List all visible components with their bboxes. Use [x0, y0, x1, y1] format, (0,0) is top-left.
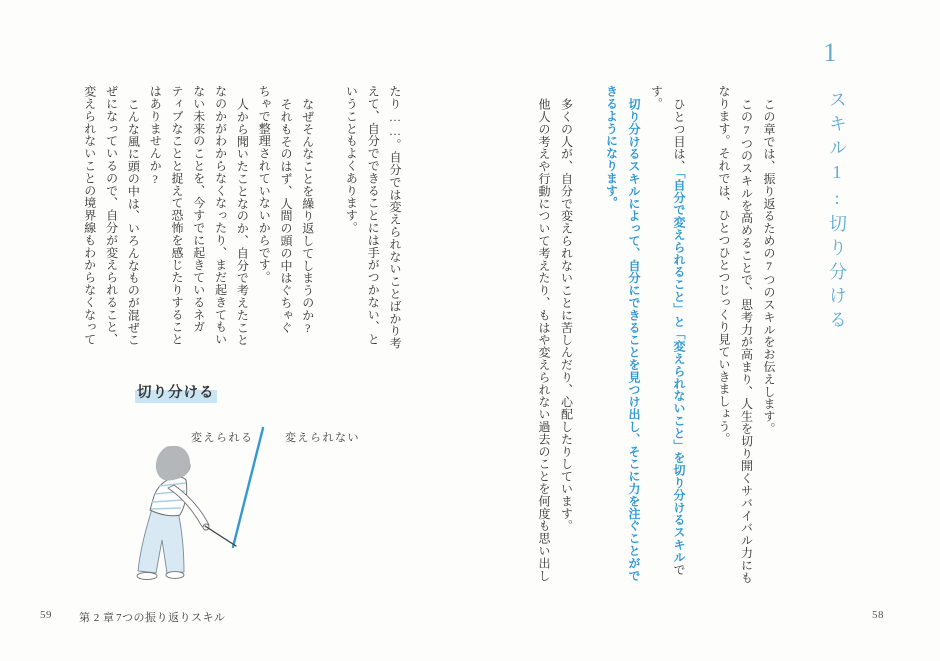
emphasis-text: きるようになります。 [604, 85, 619, 209]
body-text: それもそのはず、人間の頭の中はぐちゃぐ [279, 97, 293, 334]
body-text: なります。それでは、ひとつひとつじっくり見ていきましょう。 [717, 85, 731, 445]
text-column [716, 85, 731, 590]
body-text: たり……。自分では変えられないことばかり考 [388, 85, 402, 350]
body-text: 人から聞いたことなのか、自分で考えたこと [235, 97, 250, 346]
pants-graphic [138, 509, 184, 573]
body-text: ひとつ目は、 [672, 97, 686, 172]
footer-section-title: 7つの振り返りスキル [116, 612, 226, 624]
text-column [82, 85, 97, 590]
page-number-left: 59 [40, 609, 52, 621]
text-column [604, 85, 619, 590]
body-text: 多くの人が、自分で変えられないことに苦しんだり、心配したりしています。 [559, 97, 574, 532]
body-text: この章では、振り返るための7つのスキルをお伝えします。 [762, 97, 776, 435]
shoe-graphic [166, 572, 184, 579]
body-text: で [672, 562, 686, 576]
chapter-number: 1 [823, 38, 837, 67]
body-text: なぜそんなことを繰り返してしまうのか? [300, 97, 315, 336]
body-text: ちゃで整理されていないからです。 [257, 85, 272, 284]
body-text: ない未来のことを、今すでに起きているネガ [191, 85, 206, 333]
body-text: 変えられないことの境界線もわからなくなって [82, 85, 97, 346]
body-text: はありませんか? [148, 85, 163, 187]
body-text: えて、自分でできることには手がつかない、と [366, 85, 381, 346]
body-text: す。 [649, 85, 664, 110]
body-text: いうこともよくあります。 [344, 85, 359, 234]
text-column [649, 85, 664, 590]
text-column [671, 85, 686, 603]
text-column [739, 85, 754, 603]
body-text: ティブなことと捉えて恐怖を感じたりすること [170, 85, 184, 346]
figure-label-changeable: 変えられる [191, 431, 254, 444]
text-column [365, 85, 380, 590]
emphasis-text: 「自分で変えられること」と「変えられないこと」を切り分けるスキル [672, 171, 686, 563]
divider-line-graphic [233, 428, 263, 547]
emphasis-text: 切り分けるスキルによって、自分にできることを見つけ出し、そこに力を注ぐことがで [627, 97, 641, 582]
body-text: こんな風に頭の中は、いろんなものが混ぜこ [126, 97, 141, 346]
body-text: この7つのスキルを高めることで、思考力が高まり、人生を切り開くサバイバル力にも [739, 97, 754, 584]
text-column [387, 85, 402, 590]
text-column [559, 85, 574, 603]
text-column [761, 85, 776, 603]
text-column [626, 85, 641, 603]
person-illustration [110, 412, 360, 592]
text-column [536, 85, 551, 603]
page-number-right: 58 [872, 609, 884, 621]
body-text: ぜになっているので、自分が変えられること、 [104, 85, 119, 346]
shoe-graphic [137, 572, 157, 579]
footer-chapter-label: 第 2 章 [79, 612, 115, 624]
figure-heading: 切り分ける [137, 381, 215, 402]
body-text: なのかがわからなくなったり、まだ起きてもい [213, 85, 228, 346]
chapter-title: スキル1:切り分ける [827, 90, 847, 334]
body-text: 他人の考えや行動について考えたり、もはや変えられない過去のことを何度も思い出し [537, 97, 551, 582]
pointer-stick-graphic [205, 526, 236, 546]
figure-label-unchangeable: 変えられない [285, 431, 360, 444]
hair-graphic [156, 446, 190, 481]
